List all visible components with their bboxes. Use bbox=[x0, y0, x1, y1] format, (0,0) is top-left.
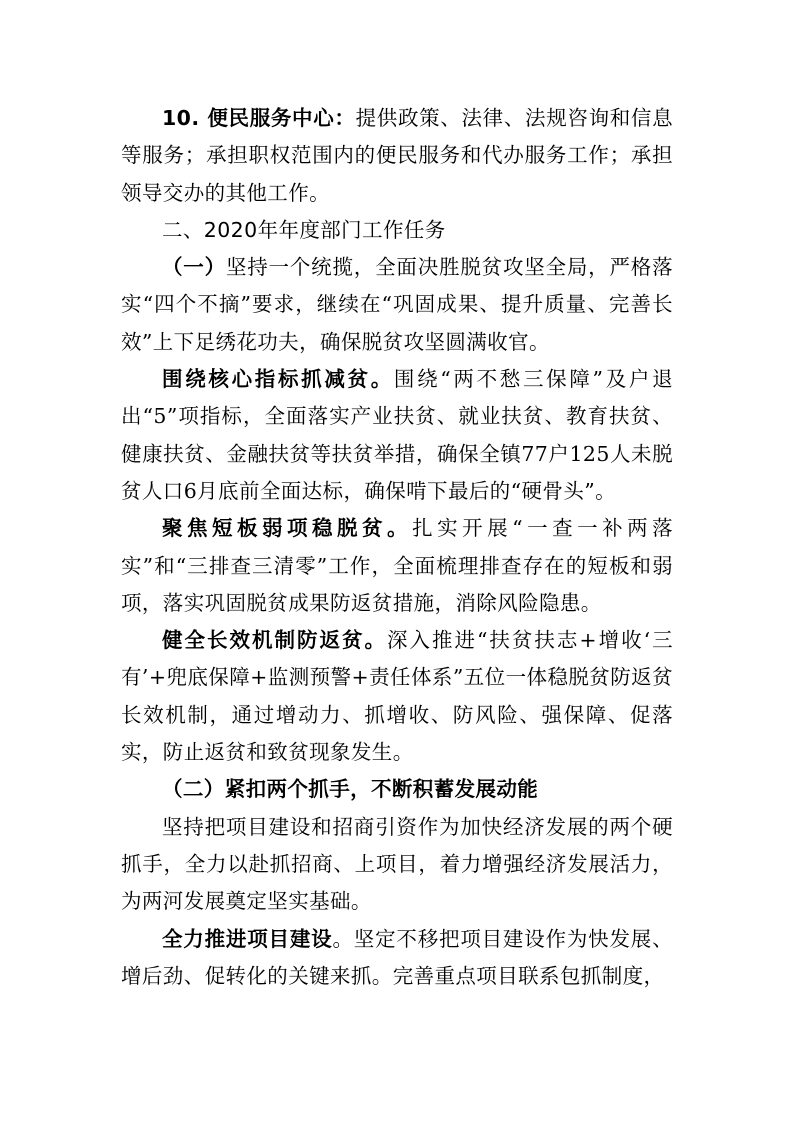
paragraph-text: 坚持一个统揽，全面决胜脱贫攻坚全局，严格落实“四个不摘”要求，继续在“巩固成果、提升质量、完善长效”上下足绣花功夫，确保脱贫攻坚圆满收官。 bbox=[121, 255, 674, 354]
paragraph-lead: 健全长效机制防返贫。 bbox=[162, 628, 387, 653]
paragraph-projects-investment bbox=[121, 809, 673, 921]
section-heading: 二、2020年年度部门工作任务 bbox=[162, 217, 446, 242]
paragraph-lead: 10. 便民服务中心： bbox=[162, 106, 356, 130]
paragraph-text: 坚持把项目建设和招商引资作为加快经济发展的两个硬抓手，全力以赴抓招商、上项目，着力增强经济发展活力，为两河发展奠定坚实基础。 bbox=[121, 814, 673, 914]
paragraph-lead: 全力推进项目建设 bbox=[162, 926, 333, 951]
paragraph-lead: 围绕核心指标抓减贫。 bbox=[162, 367, 394, 392]
paragraph-weak-points bbox=[121, 510, 673, 622]
document-page bbox=[121, 100, 673, 995]
paragraph-text: 扎实开展“一查一补两落实”和“三排查三清零”工作，全面梳理排查存在的短板和弱项，落实巩固脱贫成果防返贫措施，消除风险隐患。 bbox=[121, 516, 673, 615]
paragraph-core-indicators bbox=[121, 361, 673, 510]
paragraph-long-term-mechanism bbox=[121, 622, 673, 771]
paragraph-text: 围绕“两不愁三保障”及户退出“5”项指标，全面落实产业扶贫、就业扶贫、教育扶贫、健康扶贫、金融扶贫等扶贫举措，确保全镇77户125人未脱贫人口6月底前全面达标，确保啃下最后的“硬骨头”。 bbox=[121, 367, 674, 503]
paragraph-text: 提供政策、法律、法规咨询和信息等服务；承担职权范围内的便民服务和代办服务工作；承担领导交办的其他工作。 bbox=[121, 106, 674, 205]
paragraph-text: 。坚定不移把项目建设作为快发展、增后劲、促转化的关键来抓。完善重点项目联系包抓制度， bbox=[121, 926, 673, 988]
paragraph-text: 深入推进“扶贫扶志+增收‘三有’+兜底保障+监测预警+责任体系”五位一体稳脱贫防返贫长效机制，通过增动力、抓增收、防风险、强保障、促落实，防止返贫和致贫现象发生。 bbox=[121, 628, 673, 765]
paragraph-lead: 聚焦短板弱项稳脱贫。 bbox=[162, 516, 413, 541]
subheading-two-focus: （二）紧扣两个抓手，不断积蓄发展动能 bbox=[162, 777, 539, 802]
paragraph-project-construction bbox=[121, 921, 673, 996]
paragraph-lead: （一） bbox=[162, 255, 226, 280]
paragraph-poverty-overview bbox=[121, 249, 673, 361]
paragraph-service-center bbox=[121, 100, 673, 212]
